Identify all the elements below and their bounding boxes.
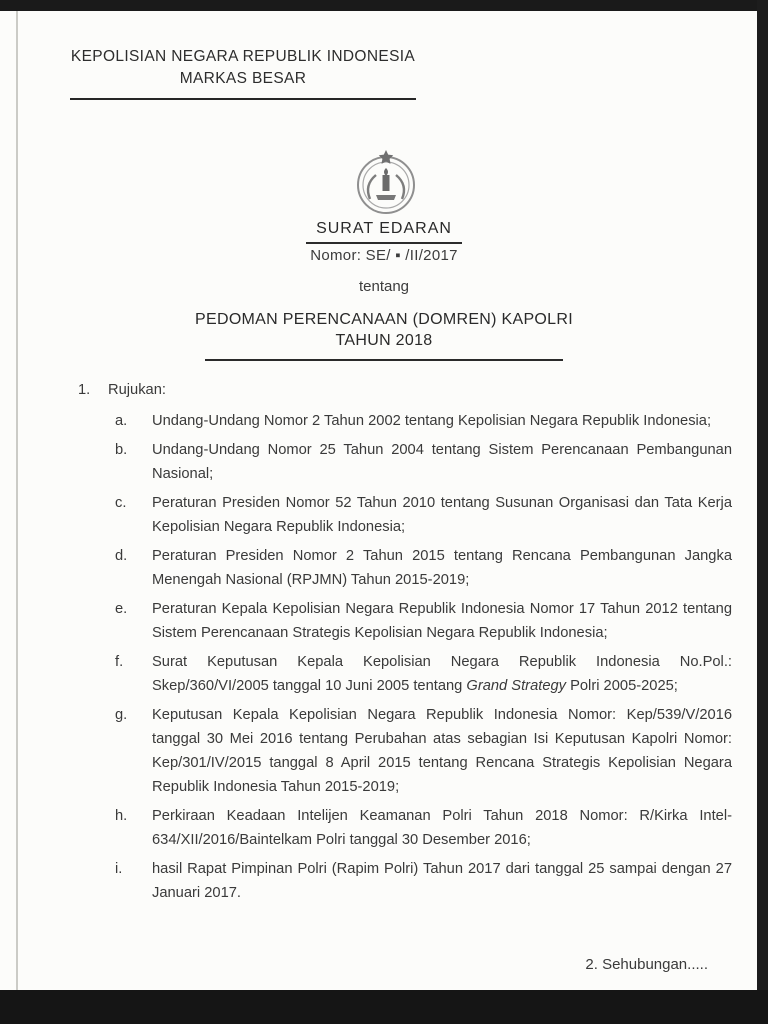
section-number: 1.: [78, 382, 91, 398]
letterhead-line2: MARKAS BESAR: [179, 70, 307, 87]
item-letter: a.: [115, 413, 128, 429]
item-text: Undang-Undang Nomor 2 Tahun 2002 tentang Kepolisian Negara Republik Indonesia;: [152, 413, 712, 429]
item-text-pre: Surat Keputusan Kepala Kepolisian Negara Republik Indonesia No.Pol.: Skep/360/VI/2005 tanggal 10 Juni 2005 tentang: [152, 654, 732, 694]
item-letter: f.: [115, 654, 124, 670]
item-text: Perkiraan Keadaan Intelijen Keamanan Polri Tahun 2018 Nomor: R/Kirka Intel- 634/XII/2016/Baintelkam Polri tanggal 30 Desember 2016;: [152, 808, 732, 848]
item-text: [152, 650, 732, 698]
letterhead: [70, 46, 416, 100]
item-letter: e.: [115, 601, 128, 617]
item-letter: g.: [115, 707, 128, 723]
item-text: Peraturan Kepala Kepolisian Negara Republik Indonesia Nomor 17 Tahun 2012 tentang Sistem Perencanaan Strategis Kepolisian Negara Republik Indonesia;: [152, 601, 732, 641]
item-letter: i.: [115, 861, 123, 877]
scan-edge-bottom: [0, 990, 768, 1024]
continuation-note: 2. Sehubungan.....: [585, 956, 708, 973]
scan-edge-left-line: [16, 11, 18, 990]
list-item-e: [78, 597, 732, 645]
document-title-block: [104, 220, 664, 361]
item-letter: d.: [115, 548, 128, 564]
tribrata-emblem-icon: [348, 144, 424, 220]
item-letter: h.: [115, 808, 128, 824]
list-item-d: [78, 544, 732, 592]
tentang-label: tentang: [358, 278, 410, 295]
document-subject: [104, 309, 664, 351]
section-heading: [78, 378, 732, 402]
item-text-italic: Grand Strategy: [466, 678, 567, 694]
document-type-title: SURAT EDARAN: [306, 220, 462, 244]
item-text: Keputusan Kepala Kepolisian Negara Republik Indonesia Nomor: Kep/539/V/2016 tanggal 30 Mei 2016 tentang Perubahan atas sebagian Isi Keputusan Kapolri Nomor: Kep/301/IV/2015 tanggal 8 April 2015 tentang Rencana Strategis Kepolisian Negara Republik Indonesia Tahun 2015-2019;: [152, 707, 732, 795]
subject-line2: TAHUN 2018: [335, 332, 433, 349]
scan-edge-right: [757, 0, 768, 1024]
item-letter: b.: [115, 442, 128, 458]
subject-line1: PEDOMAN PERENCANAAN (DOMREN) KAPOLRI: [195, 311, 573, 328]
item-text-post: Polri 2005-2025;: [566, 678, 678, 694]
item-text: Peraturan Presiden Nomor 52 Tahun 2010 tentang Susunan Organisasi dan Tata Kerja Kepolisian Negara Republik Indonesia;: [152, 495, 732, 535]
scan-edge-top: [0, 0, 768, 11]
document-number: Nomor: SE/ ▪ /II/2017: [310, 247, 458, 264]
section-title: Rujukan:: [108, 382, 166, 398]
subject-underline: [205, 359, 563, 361]
list-item-b: [78, 438, 732, 486]
reference-list: [78, 378, 732, 905]
list-item-a: [78, 409, 732, 433]
item-letter: c.: [115, 495, 127, 511]
list-item-f: [78, 650, 732, 698]
list-item-i: [78, 857, 732, 905]
list-item-h: [78, 804, 732, 852]
item-text: hasil Rapat Pimpinan Polri (Rapim Polri) Tahun 2017 dari tanggal 25 sampai dengan 27 Januari 2017.: [152, 861, 732, 901]
polri-emblem-icon: [348, 144, 424, 220]
item-text: Peraturan Presiden Nomor 2 Tahun 2015 tentang Rencana Pembangunan Jangka Menengah Nasional (RPJMN) Tahun 2015-2019;: [152, 548, 732, 588]
list-item-g: [78, 703, 732, 799]
letterhead-line1: KEPOLISIAN NEGARA REPUBLIK INDONESIA: [70, 48, 416, 65]
item-text: Undang-Undang Nomor 25 Tahun 2004 tentang Sistem Perencanaan Pembangunan Nasional;: [152, 442, 732, 482]
list-item-c: [78, 491, 732, 539]
